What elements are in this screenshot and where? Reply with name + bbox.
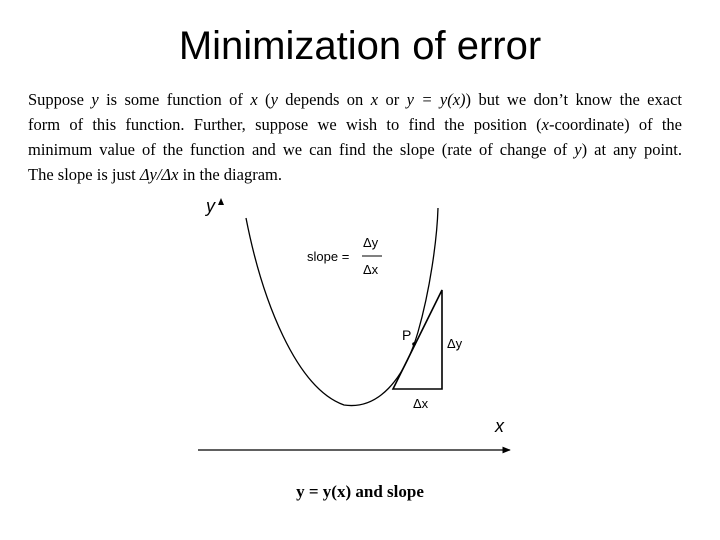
delta-y-label: Δy <box>447 336 463 351</box>
math-equation: y = y(x) <box>406 90 466 109</box>
delta-x-label: Δx <box>413 396 429 411</box>
text-fragment: form of this function. Further, suppose we wish to find the position ( <box>28 115 542 134</box>
math-x: x <box>370 90 379 109</box>
text-fragment: ) but we don’t know the exact <box>465 90 682 109</box>
text-fragment: ) at any point. <box>581 140 682 159</box>
text-fragment: -coordinate) of the <box>548 115 682 134</box>
math-y: y <box>270 90 278 109</box>
text-fragment: Suppose <box>28 90 92 109</box>
text-fragment: minimum value of the function and we can find the slope (rate of change of <box>28 140 575 159</box>
slide-title: Minimization of error <box>178 24 542 68</box>
parabola-curve <box>246 208 438 406</box>
y-axis-label: y <box>206 196 215 216</box>
x-axis-label: x <box>495 416 504 436</box>
point-p-marker <box>412 342 416 346</box>
text-fragment: is some function of <box>98 90 251 109</box>
slope-denominator: Δx <box>363 262 379 277</box>
math-x: x <box>250 90 258 109</box>
text-fragment: in the diagram. <box>178 165 282 184</box>
point-p-label: P <box>402 327 412 343</box>
text-fragment: ( <box>257 90 271 109</box>
text-fragment: or <box>378 90 407 109</box>
math-y: y <box>574 140 582 159</box>
math-x: x <box>541 115 549 134</box>
slope-label: slope = <box>307 249 350 264</box>
diagram-caption: y = y(x) and slope <box>296 482 424 501</box>
tangent-triangle <box>393 290 442 389</box>
text-fragment: The slope is just <box>28 165 140 184</box>
math-slope-expression: Δy/Δx <box>139 165 179 184</box>
math-y: y <box>91 90 99 109</box>
text-fragment: depends on <box>277 90 371 109</box>
y-axis-arrow <box>218 198 224 205</box>
slope-numerator: Δy <box>363 235 379 250</box>
